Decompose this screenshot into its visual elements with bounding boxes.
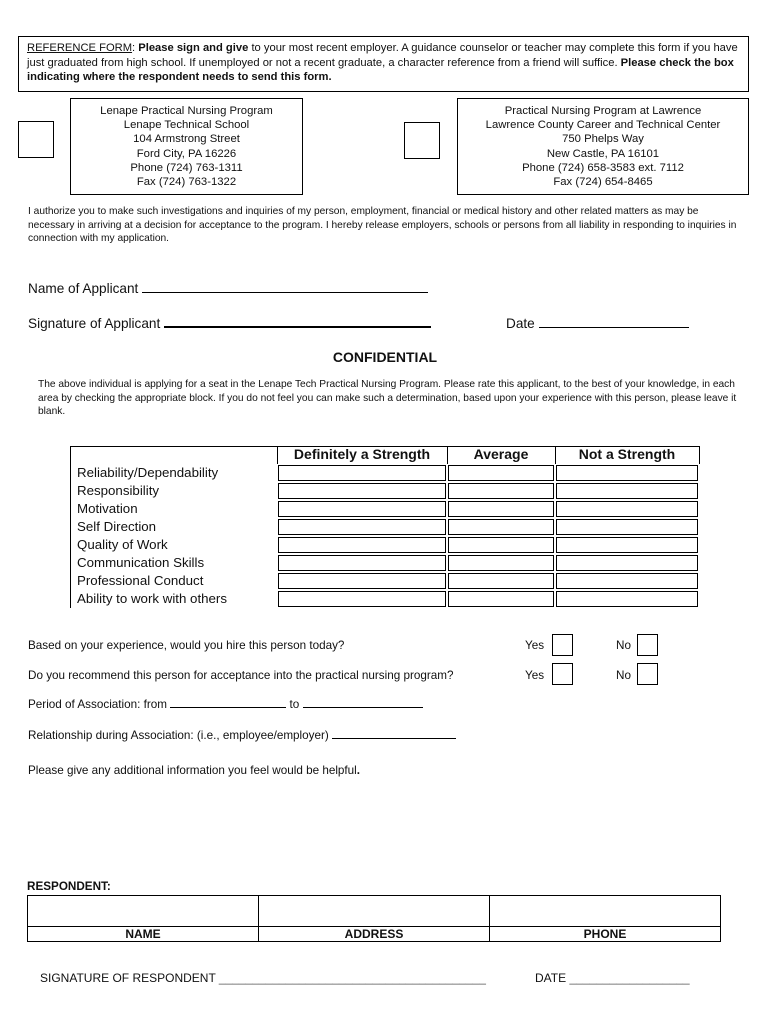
applicant-date-row	[506, 316, 689, 331]
period-row	[28, 698, 423, 711]
hire-yes-label: Yes	[525, 639, 545, 652]
respondent-date-row	[535, 971, 690, 985]
additional-label: Please give any additional information you feel would be helpful	[28, 764, 357, 777]
question-recommend: Do you recommend this person for acceptance into the practical nursing program?	[28, 669, 454, 682]
address-line: Lenape Technical School	[123, 119, 250, 132]
rating-label: Ability to work with others	[77, 591, 228, 606]
hire-yes-checkbox[interactable]	[552, 634, 573, 656]
intro-sep: :	[132, 42, 136, 54]
period-from-label: Period of Association: from	[28, 698, 168, 711]
rating-cell[interactable]	[556, 591, 698, 607]
applicant-date-label: Date	[506, 316, 535, 331]
header-divider	[277, 446, 278, 464]
lawrence-checkbox[interactable]	[404, 122, 440, 159]
confidential-instructions: The above individual is applying for a seat in the Lenape Tech Practical Nursing Program. Please rate this applicant, to the best of your knowledge, in each area by checking the appropriate block. If you do not feel you can make such a determination, based upon your experience with this person, please leave it blank.	[38, 379, 737, 417]
form-title: REFERENCE FORM	[27, 42, 133, 54]
respondent-date-line[interactable]: __________________	[569, 971, 690, 985]
respondent-table	[27, 895, 721, 942]
col-header-strength: Definitely a Strength	[293, 446, 431, 462]
lenape-checkbox[interactable]	[18, 121, 54, 158]
applicant-name-row	[28, 281, 428, 296]
rating-cell[interactable]	[556, 573, 698, 589]
rating-top-rule	[70, 446, 700, 447]
rating-cell[interactable]	[448, 501, 554, 517]
header-divider	[699, 446, 700, 464]
applicant-name-label: Name of Applicant	[28, 281, 139, 296]
respondent-signature-row	[40, 971, 486, 985]
rating-cell[interactable]	[556, 519, 698, 535]
address-line: Fax (724) 763-1322	[136, 176, 237, 189]
rating-label: Quality of Work	[77, 537, 168, 552]
rating-cell[interactable]	[448, 591, 554, 607]
rating-cell[interactable]	[448, 519, 554, 535]
additional-period: .	[356, 764, 361, 777]
rating-cell[interactable]	[556, 537, 698, 553]
applicant-name-line[interactable]	[142, 292, 428, 293]
rating-cell[interactable]	[448, 483, 554, 499]
recommend-yes-label: Yes	[525, 669, 545, 682]
rating-label: Motivation	[77, 501, 138, 516]
rating-cell[interactable]	[278, 465, 446, 481]
rating-cell[interactable]	[278, 501, 446, 517]
respondent-address-field[interactable]	[259, 896, 490, 927]
intro-text: to your most recent employer. A guidance counselor or teacher may complete this form if you have just graduated from high school. If unemployed or not a recent graduate, a character reference from a friend will suffice.	[27, 42, 738, 69]
lawrence-address-box	[457, 98, 749, 195]
rating-label: Self Direction	[77, 519, 157, 534]
applicant-signature-line[interactable]	[164, 326, 431, 328]
rating-cell[interactable]	[556, 465, 698, 481]
intro-bold-2: Please check the box indicating where the respondent needs to send this form.	[27, 56, 734, 84]
address-line: Fax (724) 654-8465	[553, 176, 653, 189]
applicant-date-line[interactable]	[539, 327, 689, 328]
rating-label: Communication Skills	[77, 555, 205, 570]
question-hire: Based on your experience, would you hire this person today?	[28, 639, 345, 652]
lenape-address-box	[70, 98, 303, 195]
address-line: 104 Armstrong Street	[133, 133, 240, 146]
header-divider	[447, 446, 448, 464]
respondent-name-field[interactable]	[28, 896, 259, 927]
address-line: Lawrence County Career and Technical Center	[485, 119, 721, 132]
rating-cell[interactable]	[278, 519, 446, 535]
address-line: New Castle, PA 16101	[546, 147, 660, 160]
applicant-signature-label: Signature of Applicant	[28, 316, 161, 331]
rating-cell[interactable]	[278, 483, 446, 499]
rating-cell[interactable]	[278, 573, 446, 589]
respondent-phone-header: PHONE	[490, 927, 721, 942]
confidential-heading: CONFIDENTIAL	[332, 349, 438, 365]
respondent-signature-line[interactable]: ________________________________________	[218, 971, 486, 985]
rating-cell[interactable]	[448, 537, 554, 553]
hire-no-label: No	[616, 639, 631, 652]
period-to-line[interactable]	[303, 707, 423, 708]
respondent-address-header: ADDRESS	[259, 927, 490, 942]
respondent-signature-label: SIGNATURE OF RESPONDENT	[40, 971, 216, 985]
rating-cell[interactable]	[448, 573, 554, 589]
recommend-no-label: No	[616, 669, 631, 682]
intro-bold-1: Please sign and give	[138, 42, 249, 54]
recommend-no-checkbox[interactable]	[637, 663, 658, 685]
rating-cell[interactable]	[556, 555, 698, 571]
recommend-yes-checkbox[interactable]	[552, 663, 573, 685]
rating-cell[interactable]	[448, 555, 554, 571]
intro-box	[18, 36, 749, 92]
rating-cell[interactable]	[556, 501, 698, 517]
col-header-average: Average	[473, 446, 529, 462]
relationship-line[interactable]	[332, 738, 456, 739]
address-line: Phone (724) 658-3583 ext. 7112	[522, 161, 684, 174]
respondent-title: RESPONDENT:	[27, 880, 111, 893]
address-line: 750 Phelps Way	[562, 133, 644, 146]
rating-label: Professional Conduct	[77, 573, 204, 588]
respondent-name-header: NAME	[28, 927, 259, 942]
respondent-phone-field[interactable]	[490, 896, 721, 927]
rating-label: Reliability/Dependability	[77, 465, 219, 480]
applicant-signature-row	[28, 316, 431, 331]
relationship-row	[28, 729, 456, 742]
header-divider	[555, 446, 556, 464]
rating-cell[interactable]	[556, 483, 698, 499]
address-line: Ford City, PA 16226	[136, 147, 237, 160]
rating-cell[interactable]	[278, 555, 446, 571]
col-header-not-strength: Not a Strength	[578, 446, 676, 462]
rating-cell[interactable]	[448, 465, 554, 481]
respondent-date-label: DATE	[535, 971, 567, 985]
additional-row	[28, 764, 360, 777]
period-to-label: to	[289, 698, 300, 711]
hire-no-checkbox[interactable]	[637, 634, 658, 656]
address-line: Phone (724) 763-1311	[130, 161, 243, 174]
address-line: Lenape Practical Nursing Program	[100, 105, 273, 117]
rating-rows	[77, 464, 283, 608]
relationship-label: Relationship during Association: (i.e., employee/employer)	[28, 729, 329, 742]
authorization-text: I authorize you to make such investigations and inquiries of my person, employment, financial or medical history and other related matters as may be necessary in arriving at a decision for acceptance to the program. I hereby release employers, schools or persons from all liability in responding to inquiries in connection with my application.	[28, 206, 737, 244]
rating-label: Responsibility	[77, 483, 160, 498]
rating-cell[interactable]	[278, 537, 446, 553]
rating-cell[interactable]	[278, 591, 446, 607]
period-from-line[interactable]	[170, 707, 286, 708]
address-line: Practical Nursing Program at Lawrence	[504, 105, 702, 117]
